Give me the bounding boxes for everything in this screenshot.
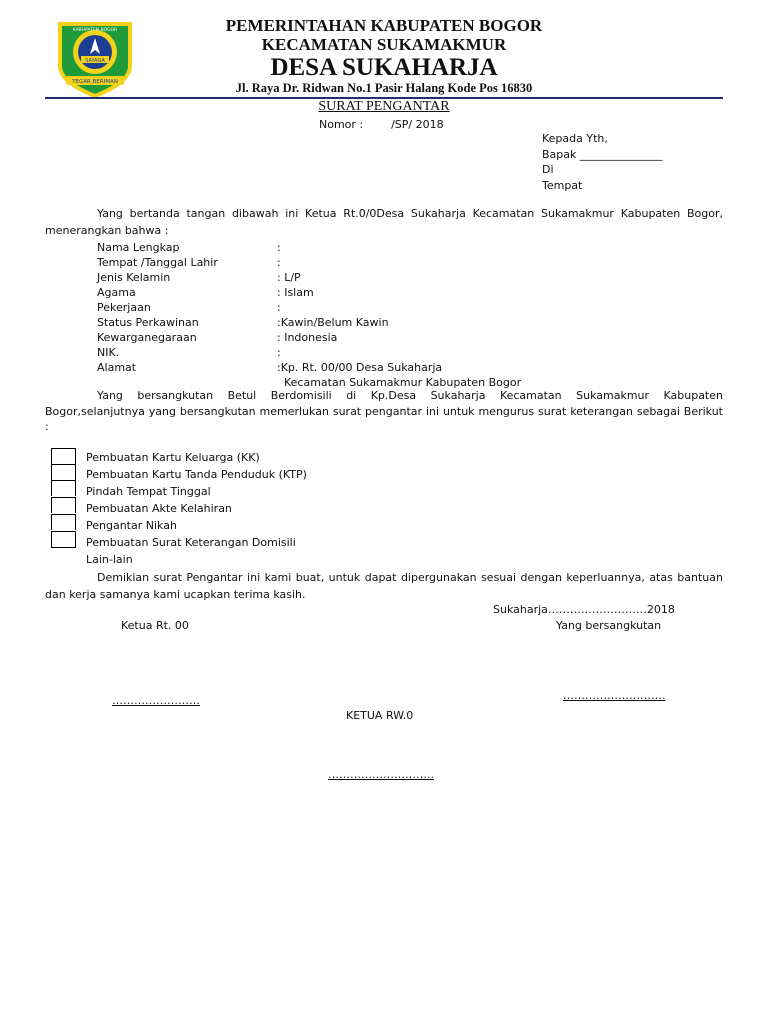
address-line-2: Kecamatan Sukamakmur Kabupaten Bogor	[284, 376, 522, 389]
rt-signer-title: Ketua Rt. 00	[121, 619, 189, 632]
intro-paragraph: Yang bertanda tangan dibawah ini Ketua Rt.0/0Desa Sukaharja Kecamatan Sukamakmur Kabupaten Bogor, menerangkan bahwa :	[45, 207, 723, 237]
district-title: KECAMATAN SUKAMAKMUR	[261, 35, 507, 54]
letter-number: Nomor : /SP/ 2018	[319, 118, 444, 131]
options-list	[86, 449, 307, 568]
option-checkbox[interactable]	[51, 514, 76, 530]
option-checkbox[interactable]	[51, 464, 76, 480]
list-item: Lain-lain	[86, 553, 133, 566]
field-row: Alamat :Kp. Rt. 00/00 Desa Sukaharja	[97, 361, 443, 374]
rw-signer-title: KETUA RW.0	[346, 709, 414, 722]
purpose-paragraph: Yang bersangkutan Betul Berdomisili di Kp.Desa Sukaharja Kecamatan Sukamakmur Kabupaten Bogor,selanjutnya yang bersangkutan memerlukan surat pengantar ini untuk mengurus surat keterangan sebagai Berikut :	[45, 389, 723, 433]
list-item: Pembuatan Akte Kelahiran	[86, 502, 232, 515]
logo-motto-text: SAYAGA	[85, 58, 105, 64]
option-checkbox[interactable]	[51, 480, 76, 496]
field-row: Nama Lengkap :	[97, 241, 281, 254]
option-checkbox[interactable]	[51, 448, 76, 464]
logo-top-text: KABUPATEN BOGOR	[72, 28, 118, 33]
letter-title: SURAT PENGANTAR	[318, 99, 450, 114]
logo-ribbon-text: TEGAR BERIMAN	[72, 79, 118, 85]
option-checkbox[interactable]	[51, 531, 76, 548]
field-row: Tempat /Tanggal Lahir :	[97, 256, 281, 269]
village-title: DESA SUKAHARJA	[270, 54, 498, 81]
list-item: Pembuatan Kartu Tanda Penduduk (KTP)	[86, 468, 307, 481]
village-address: Jl. Raya Dr. Ridwan No.1 Pasir Halang Kode Pos 16830	[235, 81, 533, 95]
identity-fields	[97, 240, 521, 390]
recipient-block: Kepada Yth, Bapak _______________ Di Tempat	[542, 132, 663, 192]
field-row: Status Perkawinan :Kawin/Belum Kawin	[97, 316, 389, 329]
option-checkbox[interactable]	[51, 497, 76, 513]
field-row: Agama : Islam	[97, 286, 314, 299]
field-row: Jenis Kelamin : L/P	[97, 271, 301, 284]
list-item: Pengantar Nikah	[86, 519, 177, 532]
list-item: Pindah Tempat Tinggal	[86, 485, 211, 498]
applicant-signature-line: ……………………….	[563, 689, 666, 702]
closing-paragraph: Demikian surat Pengantar ini kami buat, untuk dapat dipergunakan sesuai dengan keperluannya, atas bantuan dan kerja samanya kami ucapkan terima kasih.	[45, 571, 723, 601]
field-row: NIK. :	[97, 346, 281, 359]
regency-logo	[52, 18, 138, 98]
list-item: Pembuatan Kartu Keluarga (KK)	[86, 451, 260, 464]
rw-signature-line: ………………………..	[328, 768, 434, 781]
gov-title: PEMERINTAHAN KABUPATEN BOGOR	[225, 16, 543, 35]
rt-signature-line: ……………………	[112, 694, 200, 707]
applicant-signer-title: Yang bersangkutan	[556, 619, 662, 632]
list-item: Pembuatan Surat Keterangan Domisili	[86, 536, 296, 549]
field-row: Kewarganegaraan : Indonesia	[97, 331, 338, 344]
field-row: Pekerjaan :	[97, 301, 281, 314]
date-line: Sukaharja………………………2018	[493, 603, 675, 616]
